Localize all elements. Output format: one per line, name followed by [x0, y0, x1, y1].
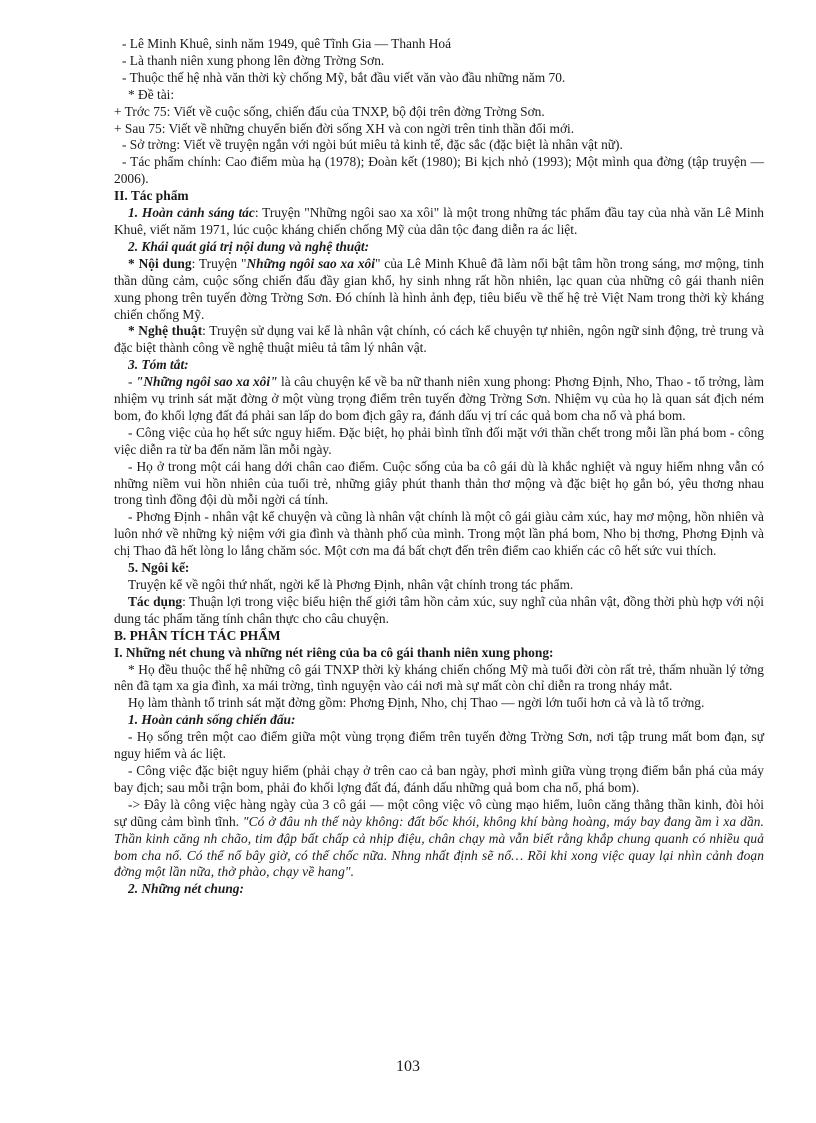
paragraph: - Họ sống trên một cao điểm giữa một vùng trọng điểm trên tuyến đờng Trờng Sơn, nơi tập trung mất bom đạn, sự nguy hiểm và ác liệt. [114, 729, 764, 762]
subsection-title: 3. Tóm tắt: [128, 357, 189, 373]
subsection-title: 2. Khái quát giá trị nội dung và nghệ thuật: [128, 238, 370, 254]
paragraph-text: : Thuận lợi trong việc biểu hiện thế giới tâm hồn cảm xúc, suy nghĩ của nhân vật, đồng thời phù hợp với nội dung tác phẩm tăng tính chân thực cho câu chuyện. [114, 593, 764, 626]
paragraph [114, 797, 764, 882]
paragraph [114, 323, 764, 357]
subsection-title: 5. Ngôi kể: [128, 560, 190, 576]
paragraph [114, 256, 764, 324]
paragraph-text: là câu chuyện kể về ba nữ thanh niên xung phong: Phơng Định, Nho, Thao - tổ trởng, làm nhiệm vụ trinh sát mặt đờng ở một vùng trọng điểm trên tuyến đờng Trờng Sơn. Nhiệm vụ của họ là quan sát địch ném bom, đo khối lợng đất đá phải san lấp do bom địch gây ra, đánh dấu vị trí các quả bom cha nổ và phá bom. [114, 374, 764, 423]
work-title: "Những ngôi sao xa xôi" [135, 374, 278, 390]
paragraph: - Công việc đặc biệt nguy hiểm (phải chạy ở trên cao cả ban ngày, phơi mình giữa vùng trọng điểm bắn phá của máy bay địch; sau mỗi trận bom, phải đo khối lợng đất đá, đánh dấu những quả bom cha nổ, phá bom). [114, 762, 764, 795]
bio-line: - Tác phẩm chính: Cao điểm mùa hạ (1978); Đoàn kết (1980); Bi kịch nhỏ (1993); Một mình qua đờng (tập truyện — 2006). [114, 154, 764, 187]
bio-line: - Là thanh niên xung phong lên đờng Trờng Sơn. [122, 52, 385, 68]
label: * Nội dung [128, 255, 192, 271]
paragraph-text: : Truyện " [191, 255, 247, 271]
paragraph: - "Những ngôi sao xa xôi" là câu chuyện kể về ba nữ thanh niên xung phong: Phơng Định, Nho, Thao - tổ trởng, làm nhiệm vụ trinh sát mặt đờng ở một vùng trọng điểm trên tuyến đờng Trờng Sơn. Nhiệm vụ của họ là quan sát địch ném bom, đo khối lợng đất đá phải san lấp do bom địch gây ra, đánh dấu vị trí các quả bom cha nổ và phá bom. [114, 374, 764, 423]
paragraph: Truyện kể về ngôi thứ nhất, ngời kể là Phơng Định, nhân vật chính trong tác phẩm. [128, 577, 574, 592]
paragraph [114, 594, 764, 628]
subsection-title: 2. Những nét chung: [128, 881, 244, 897]
topic-line: + Trớc 75: Viết về cuộc sống, chiến đấu của TNXP, bộ đội trên đờng Trờng Sơn. [114, 103, 545, 119]
subsection-title: 1. Hoàn cảnh sáng tác [128, 205, 255, 221]
paragraph [114, 205, 764, 239]
subsection-title: 1. Hoàn cảnh sống chiến đấu: [128, 712, 296, 728]
section-heading: B. PHÂN TÍCH TÁC PHẨM [114, 627, 281, 643]
paragraph: * Họ đều thuộc thế hệ những cô gái TNXP thời kỳ kháng chiến chống Mỹ mà tuổi đời còn rất trẻ, thấm nhuần lý tởng nên đã tạm xa gia đình, xa mái trờng, tình nguyện vào cái nơi mà sự mất còn chỉ diễn ra trong nháy mắt. [114, 661, 764, 694]
paragraph: - Công việc của họ hết sức nguy hiểm. Đặc biệt, họ phải bình tĩnh đối mặt với thần chết trong mỗi lần phá bom - công việc diễn ra từ ba đến năm lần mỗi ngày. [114, 424, 764, 457]
subsection-title: I. Những nét chung và những nét riêng của ba cô gái thanh niên xung phong: [114, 644, 554, 660]
page-number: 103 [396, 1058, 420, 1075]
paragraph: - Họ ở trong một cái hang dới chân cao điểm. Cuộc sống của ba cô gái dù là khắc nghiệt và nguy hiểm nhng vẫn có những niềm vui hồn nhiên của tuổi trẻ, những giây phút thanh thản thơ mộng và đặc biệt họ gắn bó, yêu thơng nhau trong tình đồng đội dù mỗi ngời cá tính. [114, 458, 764, 508]
work-title: Những ngôi sao xa xôi [246, 255, 375, 271]
paragraph-text: : Truyện "Những ngôi sao xa xôi" là một trong những tác phẩm đầu tay của nhà văn Lê Minh Khuê, viết năm 1971, lúc cuộc kháng chiến chống Mỹ của dân tộc đang diễn ra ác liệt. [114, 205, 764, 237]
bio-line: - Thuộc thế hệ nhà văn thời kỳ chống Mỹ, bắt đầu viết văn vào đầu những năm 70. [122, 69, 566, 85]
topic-heading: * Đề tài: [128, 86, 175, 102]
paragraph-text: -> Đây là công việc hàng ngày của 3 cô gái — một công việc vô cùng mạo hiểm, luôn căng thẳng thần kinh, đòi hỏi sự dũng cảm bình tĩnh. [114, 796, 764, 829]
document-page [114, 36, 764, 898]
bio-line: - Sở trờng: Viết về truyện ngắn với ngòi bút miêu tả kinh tế, đặc sắc (đặc biệt là nhân vật nữ). [122, 137, 623, 153]
section-heading: II. Tác phẩm [114, 188, 189, 204]
label: Tác dụng [128, 593, 183, 609]
topic-line: + Sau 75: Viết về những chuyển biến đời sống XH và con ngời trên tinh thần đổi mới. [114, 120, 575, 136]
paragraph-text: " của Lê Minh Khuê đã làm nổi bật tâm hồn trong sáng, mơ mộng, tinh thần dũng cảm, cuộc sống chiến đấu đầy gian khổ, hy sinh nhng rất hồn nhiên, lạc quan của những cô gái thanh niên xung phong trên tuyến đờng Trờng Sơn. Đó chính là hình ảnh đẹp, tiêu biểu về thế hệ trẻ Việt Nam trong thời kỳ kháng chiến chống Mỹ. [114, 255, 764, 322]
paragraph: Họ làm thành tổ trinh sát mặt đờng gồm: Phơng Định, Nho, chị Thao — ngời lớn tuổi hơn cả và là tổ trởng. [128, 695, 705, 711]
bio-line: - Lê Minh Khuê, sinh năm 1949, quê Tĩnh Gia — Thanh Hoá [122, 36, 452, 51]
quote-text: "Có ở đâu nh thế này không: đất bốc khói, không khí bàng hoàng, máy bay đang ầm ì xa dần. Thần kinh căng nh chão, tim đập bất chấp cả nhịp điệu, chân chạy mà vẫn biết rằng khắp chung quanh có nhiều quả bom cha nổ. Có thể nổ bây giờ, có thể chốc nữa. Nhng nhất định sẽ nổ… Rồi khi xong việc quay lại nhìn cảnh đoạn đờng một lần nữa, thở phào, chạy về hang". [114, 813, 764, 880]
label: * Nghệ thuật [128, 323, 203, 339]
paragraph-text: : Truyện sử dụng vai kể là nhân vật chính, có cách kể chuyện tự nhiên, ngôn ngữ sinh động, trẻ trung và đặc biệt thành công về nghệ thuật miêu tả tâm lý nhân vật. [114, 323, 764, 356]
paragraph: - Phơng Định - nhân vật kể chuyện và cũng là nhân vật chính là một cô gái giàu cảm xúc, hay mơ mộng, hồn nhiên và luôn nhớ về những kỷ niệm với gia đình và thành phố của mình. Trong một lần phá bom, Nho bị thơng, Phơng Định và chị Thao đã hết lòng lo lắng chăm sóc. Một cơn ma đá bất chợt đến trên điểm cao khiến các cô hết sức vui thích. [114, 509, 764, 559]
